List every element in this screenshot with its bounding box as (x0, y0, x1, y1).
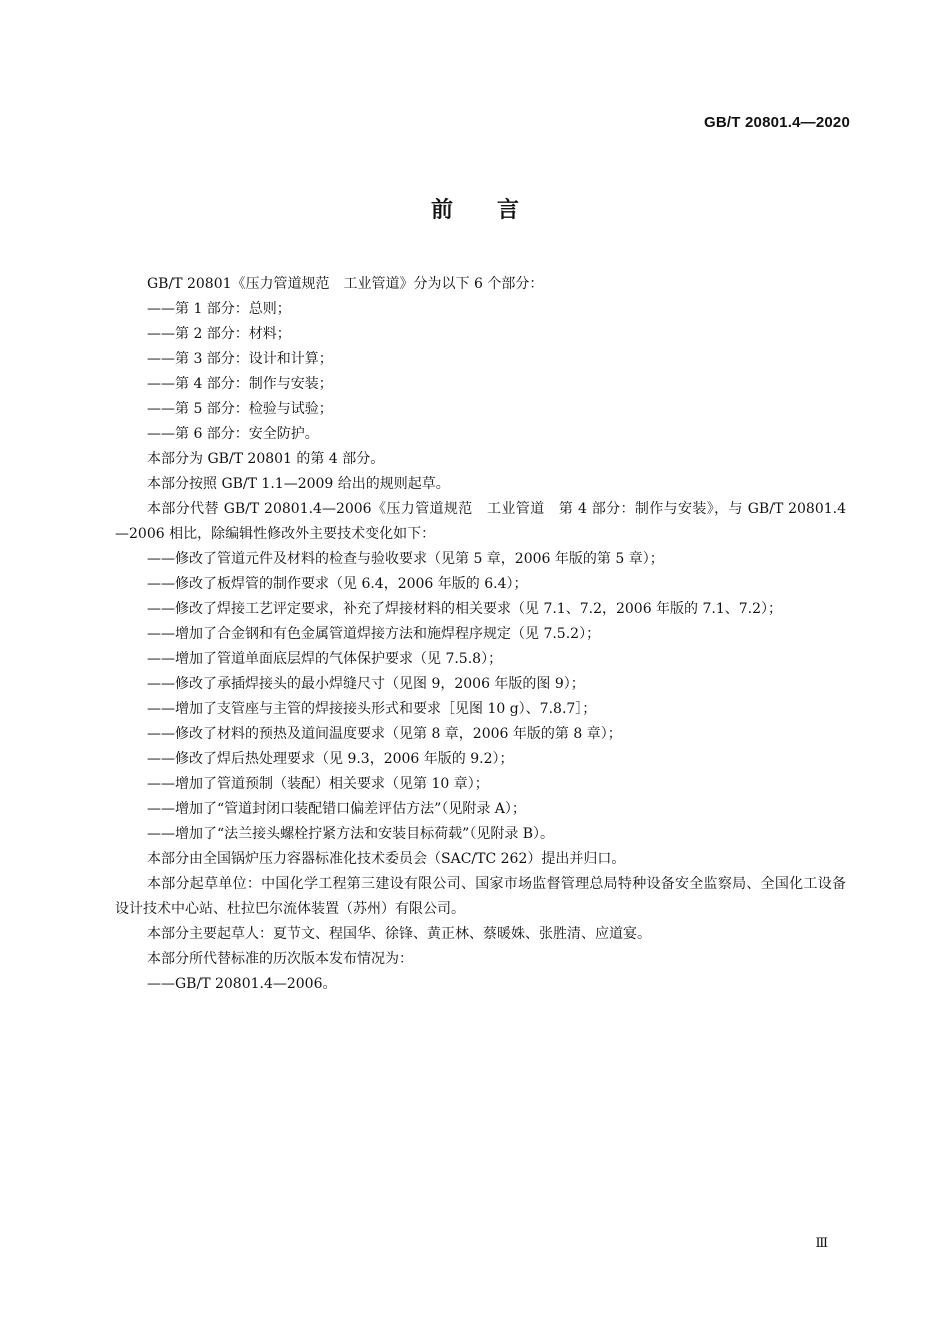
paragraph-replacement: 本部分代替 GB/T 20801.4—2006《压力管道规范 工业管道 第 4 部分：制作与安装》，与 GB/T 20801.4—2006 相比，除编辑性修改外主要技术变化如下： (115, 501, 846, 542)
list-item-part-5: ——第 5 部分：检验与试验； (147, 401, 333, 417)
paragraph-parts-intro: GB/T 20801《压力管道规范 工业管道》分为以下 6 个部分： (147, 276, 544, 292)
list-item-change: ——增加了管道单面底层焊的气体保护要求（见 7.5.8）； (147, 651, 503, 667)
list-item-change: ——增加了“管道封闭口装配错口偏差评估方法”（见附录 A）； (147, 801, 526, 817)
page-number: Ⅲ (815, 1236, 828, 1251)
foreword-body (115, 272, 846, 997)
list-item-change: ——修改了管道元件及材料的检查与验收要求（见第 5 章，2006 年版的第 5 章）； (147, 551, 664, 567)
list-item-change: ——增加了合金钢和有色金属管道焊接方法和施焊程序规定（见 7.5.2）； (147, 626, 601, 642)
paragraph-proposer: 本部分由全国锅炉压力容器标准化技术委员会（SAC/TC 262）提出并归口。 (147, 851, 626, 867)
list-item-change: ——修改了焊后热处理要求（见 9.3，2006 年版的 9.2）； (147, 751, 514, 767)
list-item-change: ——修改了板焊管的制作要求（见 6.4，2006 年版的 6.4）； (147, 576, 528, 592)
list-item-part-1: ——第 1 部分：总则； (147, 301, 291, 317)
page-title: 前言 (430, 198, 563, 223)
paragraph-drafting-units: 本部分起草单位：中国化学工程第三建设有限公司、国家市场监督管理总局特种设备安全监察局、全国化工设备设计技术中心站、杜拉巴尔流体装置（苏州）有限公司。 (115, 876, 846, 917)
paragraph-previous-editions: 本部分所代替标准的历次版本发布情况为： (147, 951, 413, 967)
list-item-part-6: ——第 6 部分：安全防护。 (147, 426, 319, 442)
paragraph-drafting-rules: 本部分按照 GB/T 1.1—2009 给出的规则起草。 (147, 476, 450, 492)
list-item-change: ——增加了支管座与主管的焊接接头形式和要求［见图 10 g）、7.8.7］； (147, 701, 597, 717)
standard-code: GB/T 20801.4—2020 (704, 114, 850, 131)
list-item-previous-edition: ——GB/T 20801.4—2006。 (147, 976, 337, 992)
paragraph-this-part: 本部分为 GB/T 20801 的第 4 部分。 (147, 451, 385, 467)
list-item-part-2: ——第 2 部分：材料； (147, 326, 291, 342)
paragraph-drafters: 本部分主要起草人：夏节文、程国华、徐锋、黄正林、蔡暖姝、张胜清、应道宴。 (147, 926, 651, 942)
list-item-change: ——修改了材料的预热及道间温度要求（见第 8 章，2006 年版的第 8 章）； (147, 726, 622, 742)
list-item-change: ——修改了承插焊接头的最小焊缝尺寸（见图 9，2006 年版的图 9）； (147, 676, 585, 692)
list-item-change: ——修改了焊接工艺评定要求，补充了焊接材料的相关要求（见 7.1、7.2，2006 年版的 7.1、7.2）； (147, 601, 783, 617)
list-item-change: ——增加了“法兰接头螺栓拧紧方法和安装目标荷载”（见附录 B）。 (147, 826, 555, 842)
list-item-part-3: ——第 3 部分：设计和计算； (147, 351, 333, 367)
list-item-change: ——增加了管道预制（装配）相关要求（见第 10 章）； (147, 776, 489, 792)
list-item-part-4: ——第 4 部分：制作与安装； (147, 376, 333, 392)
